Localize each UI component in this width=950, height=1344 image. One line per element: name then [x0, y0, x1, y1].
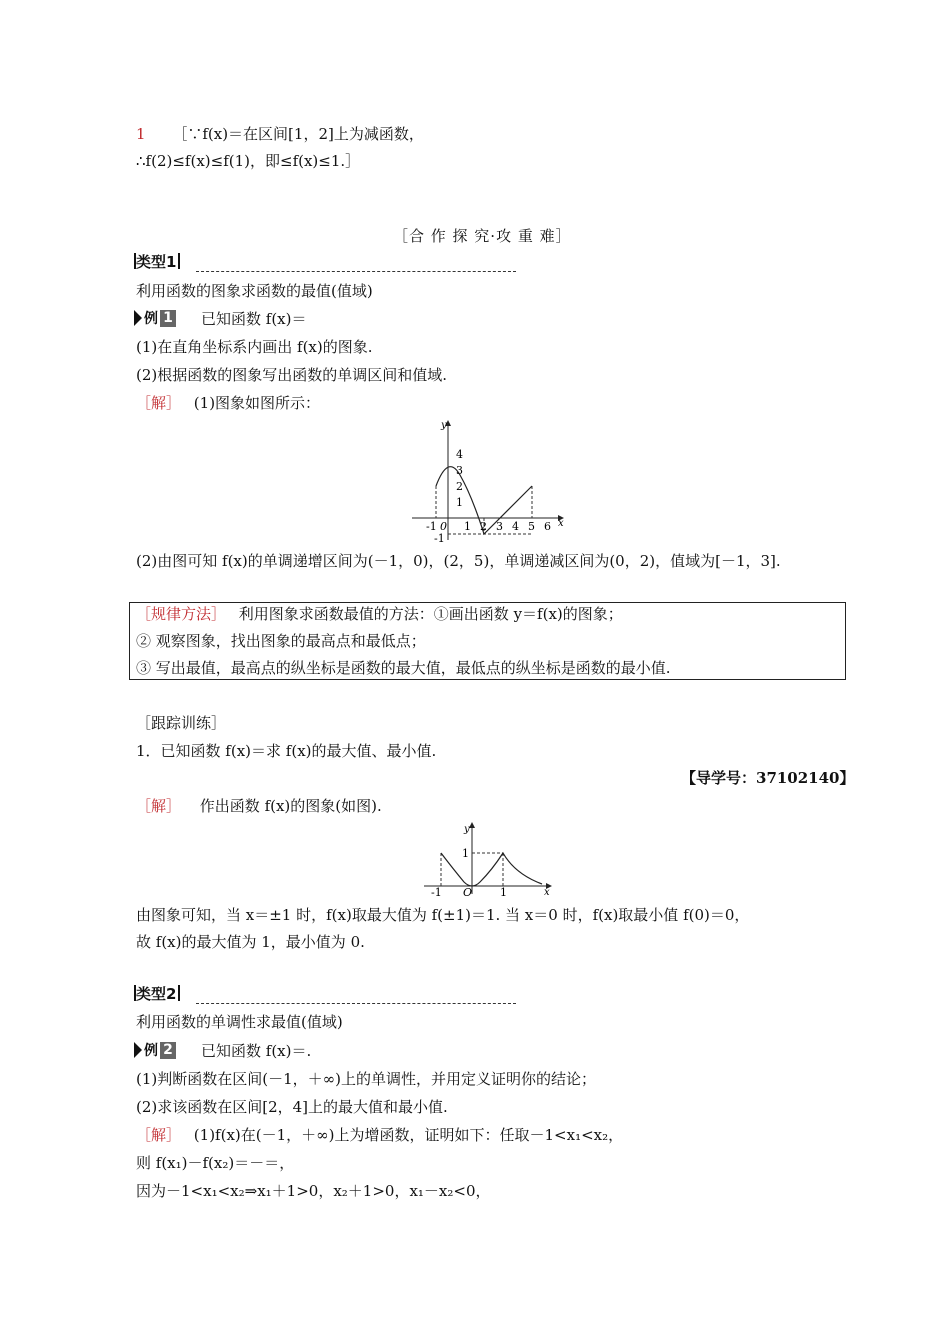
- y-axis-label: y: [464, 824, 470, 835]
- example-1-badge: 例 1: [134, 309, 176, 327]
- x-tick-origin: O: [463, 886, 473, 898]
- x-tick-neg1: -1: [431, 886, 442, 898]
- example-1-q2: (2)根据函数的图象写出函数的单调区间和值域.: [136, 366, 448, 384]
- guide-number: 【导学号：37102140】: [681, 769, 855, 787]
- type-1-divider: [196, 271, 516, 272]
- type-2-tag: 类型2: [134, 984, 180, 1004]
- x-tick-neg1: -1: [426, 520, 437, 533]
- triangle-icon: [134, 1042, 142, 1058]
- x-tick-2: 2: [480, 520, 487, 533]
- y-tick-2: 2: [456, 480, 463, 493]
- section-title: ［合 作 探 究·攻 重 难］: [393, 227, 572, 245]
- example-2-q1: (1)判断函数在区间(－1，＋∞)上的单调性，并用定义证明你的结论；: [136, 1070, 596, 1088]
- x-tick-1: 1: [464, 520, 471, 533]
- function-graph-1: [408, 418, 568, 546]
- x-axis-label: x: [544, 887, 550, 898]
- intro-text-1: ［∵f(x)＝在区间[1，2]上为减函数，: [172, 125, 424, 143]
- intro-line-2: ∴f(2)≤f(x)≤f(1)，即≤f(x)≤1.］: [136, 152, 361, 170]
- solution-label: ［解］: [136, 1126, 182, 1144]
- example-2-solution-1: ［解］ (1)f(x)在(－1，＋∞)上为增函数，证明如下：任取－1<x₁<x₂，: [136, 1126, 624, 1144]
- y-tick-3: 3: [456, 464, 463, 477]
- y-tick-1: 1: [456, 496, 463, 509]
- x-tick-0: 0: [440, 520, 447, 533]
- x-tick-1: 1: [500, 886, 507, 898]
- y-tick-neg1: -1: [434, 532, 445, 545]
- x-tick-3: 3: [496, 520, 503, 533]
- example-2-badge: 例 2: [134, 1041, 176, 1059]
- function-graph-2: [420, 822, 556, 898]
- x-tick-5: 5: [528, 520, 535, 533]
- tracking-solution-2: 由图象可知，当 x＝±1 时，f(x)取最大值为 f(±1)＝1. 当 x＝0 时，f(x)取最小值 f(0)＝0，: [136, 906, 750, 924]
- method-line-1: ［规律方法］ 利用图象求函数最值的方法：①画出函数 y＝f(x)的图象；: [136, 605, 623, 623]
- type-1-tag: 类型1: [134, 252, 180, 272]
- example-1-solution-2: (2)由图可知 f(x)的单调递增区间为(－1，0)，(2，5)，单调递减区间为(0，2)，值域为[－1，3].: [136, 552, 781, 570]
- method-label: ［规律方法］: [136, 605, 227, 623]
- method-line-3: ③ 写出最值，最高点的纵坐标是函数的最大值，最低点的纵坐标是函数的最小值.: [136, 659, 671, 677]
- example-2-solution-3: 因为－1<x₁<x₂⇒x₁＋1>0，x₂＋1>0，x₁－x₂<0，: [136, 1182, 491, 1200]
- x-tick-4: 4: [512, 520, 519, 533]
- triangle-icon: [134, 310, 142, 326]
- intro-line-1: [136, 124, 424, 144]
- example-1-text: 已知函数 f(x)＝: [201, 310, 307, 328]
- example-2-text: 已知函数 f(x)＝.: [201, 1042, 312, 1060]
- answer-number: 1: [136, 125, 146, 143]
- y-axis-label: y: [441, 420, 447, 431]
- type-2-divider: [196, 1003, 516, 1004]
- type-1-heading: 利用函数的图象求函数的最值(值域): [136, 282, 373, 300]
- solution-label: ［解］: [136, 797, 182, 815]
- y-tick-1: 1: [462, 847, 469, 860]
- type-2-heading: 利用函数的单调性求最值(值域): [136, 1013, 343, 1031]
- tracking-heading: ［跟踪训练］: [136, 714, 227, 732]
- x-axis-label: x: [558, 518, 564, 529]
- example-2-q2: (2)求该函数在区间[2，4]上的最大值和最小值.: [136, 1098, 448, 1116]
- tracking-problem: 1．已知函数 f(x)＝求 f(x)的最大值、最小值.: [136, 742, 437, 760]
- example-1-solution-1: ［解］ (1)图象如图所示：: [136, 394, 321, 412]
- example-2-solution-2: 则 f(x₁)－f(x₂)＝－＝，: [136, 1154, 295, 1172]
- x-tick-6: 6: [544, 520, 551, 533]
- tracking-solution-3: 故 f(x)的最大值为 1，最小值为 0.: [136, 933, 365, 951]
- y-tick-4: 4: [456, 448, 463, 461]
- example-1-q1: (1)在直角坐标系内画出 f(x)的图象.: [136, 338, 373, 356]
- solution-label: ［解］: [136, 394, 182, 412]
- tracking-solution-1: ［解］ 作出函数 f(x)的图象(如图).: [136, 797, 382, 815]
- method-line-2: ② 观察图象，找出图象的最高点和最低点；: [136, 632, 426, 650]
